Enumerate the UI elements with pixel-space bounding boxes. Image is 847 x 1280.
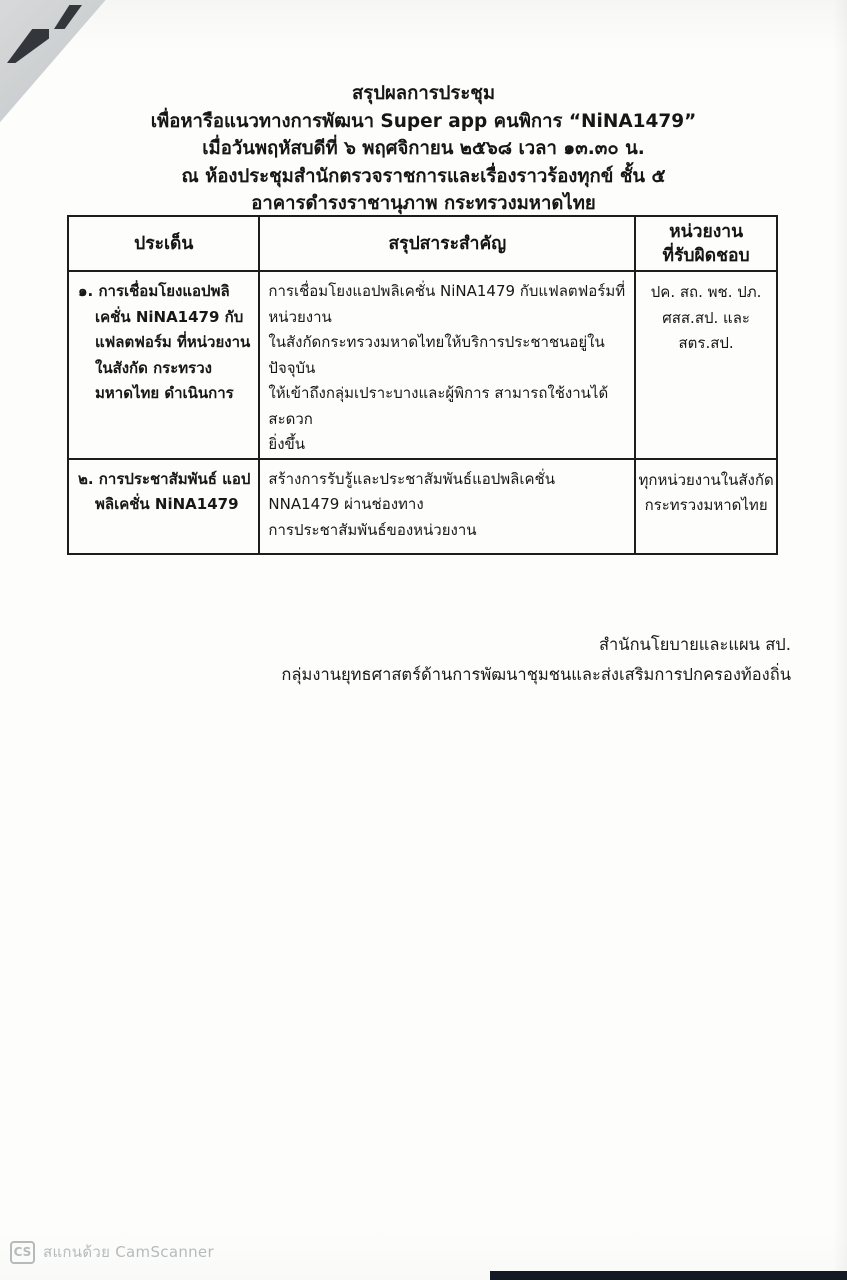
scan-artifact-mark bbox=[7, 29, 49, 63]
summary-cell: สร้างการรับรู้และประชาสัมพันธ์แอปพลิเคชั่น NNA1479 ผ่านช่องทาง การประชาสัมพันธ์ของหน่วยงาน bbox=[259, 459, 635, 554]
title-line-4: ณ ห้องประชุมสำนักตรวจราชการและเรื่องราวร้องทุกข์ ชั้น ๕ bbox=[181, 165, 666, 187]
signature-group: กลุ่มงานยุทธศาสตร์ด้านการพัฒนาชุมชนและส่งเสริมการปกครองท้องถิ่น bbox=[281, 665, 791, 684]
column-header-issue: ประเด็น bbox=[68, 216, 259, 271]
document-title bbox=[0, 80, 847, 218]
table-row bbox=[68, 459, 777, 554]
table-header-row bbox=[68, 216, 777, 271]
issue-text: ๑. การเชื่อมโยงแอปพลิเคชั่น NiNA1479 กับแฟลตฟอร์ม ที่หน่วยงานในสังกัด กระทรวงมหาดไทย ดำเนินการ bbox=[78, 282, 251, 402]
agency-cell: ปค. สถ. พช. ปภ. ศสส.สป. และ สตร.สป. bbox=[635, 271, 777, 459]
table-row bbox=[68, 271, 777, 459]
column-header-agency: หน่วยงาน ที่รับผิดชอบ bbox=[635, 216, 777, 271]
summary-cell: การเชื่อมโยงแอปพลิเคชั่น NiNA1479 กับแฟลตฟอร์มที่หน่วยงาน ในสังกัดกระทรวงมหาดไทยให้บริการประชาชนอยู่ในปัจจุบัน ให้เข้าถึงกลุ่มเปราะบางและผู้พิการ สามารถใช้งานได้สะดวก ยิ่งขึ้น bbox=[259, 271, 635, 459]
title-line-2: เพื่อหารือแนวทางการพัฒนา Super app คนพิการ “NiNA1479” bbox=[150, 110, 697, 132]
title-line-1: สรุปผลการประชุม bbox=[351, 83, 496, 104]
camscanner-logo-icon: CS bbox=[10, 1241, 35, 1264]
title-line-3: เมื่อวันพฤหัสบดีที่ ๖ พฤศจิกายน ๒๕๖๘ เวลา ๑๓.๓๐ น. bbox=[202, 138, 645, 159]
camscanner-watermark-text: สแกนด้วย CamScanner bbox=[43, 1243, 214, 1261]
camscanner-watermark bbox=[10, 1240, 214, 1264]
issue-cell bbox=[68, 459, 259, 554]
agency-cell: ทุกหน่วยงานในสังกัด กระทรวงมหาดไทย bbox=[635, 459, 777, 554]
scan-artifact-mark bbox=[54, 5, 82, 29]
issue-cell bbox=[68, 271, 259, 459]
meeting-summary-table bbox=[67, 215, 778, 555]
issue-text: ๒. การประชาสัมพันธ์ แอปพลิเคชั่น NiNA1479 bbox=[78, 469, 251, 513]
signature-block bbox=[281, 630, 791, 690]
column-header-summary: สรุปสาระสำคัญ bbox=[259, 216, 635, 271]
title-line-5: อาคารดำรงราชานุภาพ กระทรวงมหาดไทย bbox=[251, 193, 596, 214]
signature-office: สำนักนโยบายและแผน สป. bbox=[598, 635, 791, 654]
scan-edge-bar bbox=[490, 1271, 847, 1280]
